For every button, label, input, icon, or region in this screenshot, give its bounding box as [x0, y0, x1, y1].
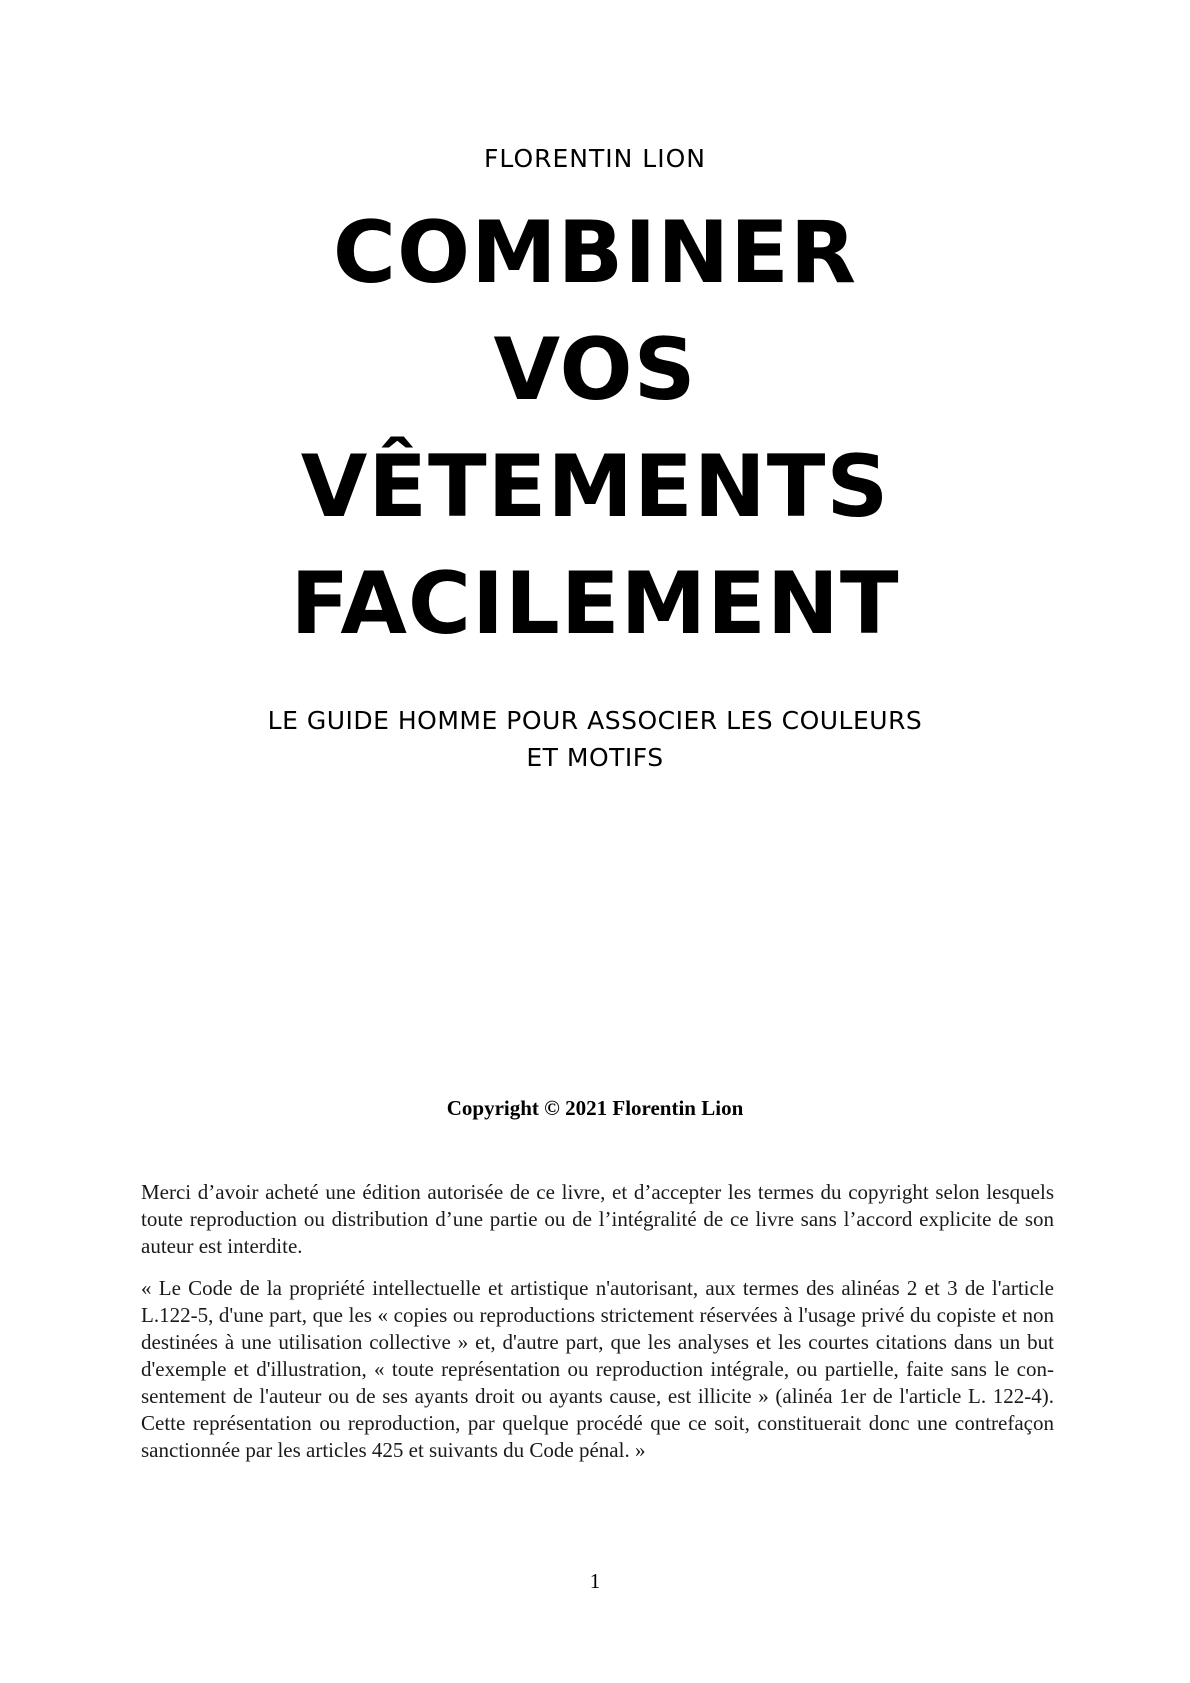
- title-line: FACILEMENT: [290, 554, 900, 654]
- title-line: VOS: [493, 320, 697, 420]
- text-line: auteur est interdite.: [141, 1234, 303, 1258]
- text-line: d'exemple et d'illustration, « toute représentation ou reproduction intégrale, ou partielle, faite sans le con-: [141, 1357, 1054, 1381]
- book-title: [0, 195, 1190, 663]
- text-line: Cette représentation ou reproduction, par quelque procédé que ce soit, constituerait donc une contrefaçon: [141, 1411, 1054, 1435]
- text-line: destinées à une utilisation collective » et, d'autre part, que les analyses et les courtes citations dans un but: [141, 1330, 1054, 1354]
- text-line: Merci d’avoir acheté une édition autorisée de ce livre, et d’accepter les termes du copyright selon lesquels: [141, 1180, 1054, 1204]
- title-line: COMBINER: [332, 203, 858, 303]
- legal-paragraph-2: [141, 1275, 1054, 1464]
- text-line: sanctionnée par les articles 425 et suivants du Code pénal. »: [141, 1438, 646, 1462]
- page-number: 1: [589, 1569, 601, 1593]
- title-line: VÊTEMENTS: [300, 437, 890, 537]
- text-line: L.122-5, d'une part, que les « copies ou reproductions strictement réservées à l'usage privé du copiste et non: [141, 1303, 1054, 1327]
- copyright-notice: Copyright © 2021 Florentin Lion: [446, 1096, 744, 1120]
- author-name: FLORENTIN LION: [484, 144, 706, 173]
- text-line: toute reproduction ou distribution d’une partie ou de l’intégralité de ce livre sans l’accord explicite de son: [141, 1207, 1054, 1231]
- book-subtitle: [190, 702, 1000, 776]
- text-line: sentement de l'auteur ou de ses ayants droit ou ayants cause, est illicite » (alinéa 1er de l'article L. 122-4).: [141, 1384, 1054, 1408]
- subtitle-line: ET MOTIFS: [526, 743, 664, 772]
- legal-paragraph-1: [141, 1179, 1054, 1260]
- subtitle-line: LE GUIDE HOMME POUR ASSOCIER LES COULEURS: [267, 706, 923, 735]
- text-line: « Le Code de la propriété intellectuelle et artistique n'autorisant, aux termes des alinéas 2 et 3 de l'article: [141, 1276, 1054, 1300]
